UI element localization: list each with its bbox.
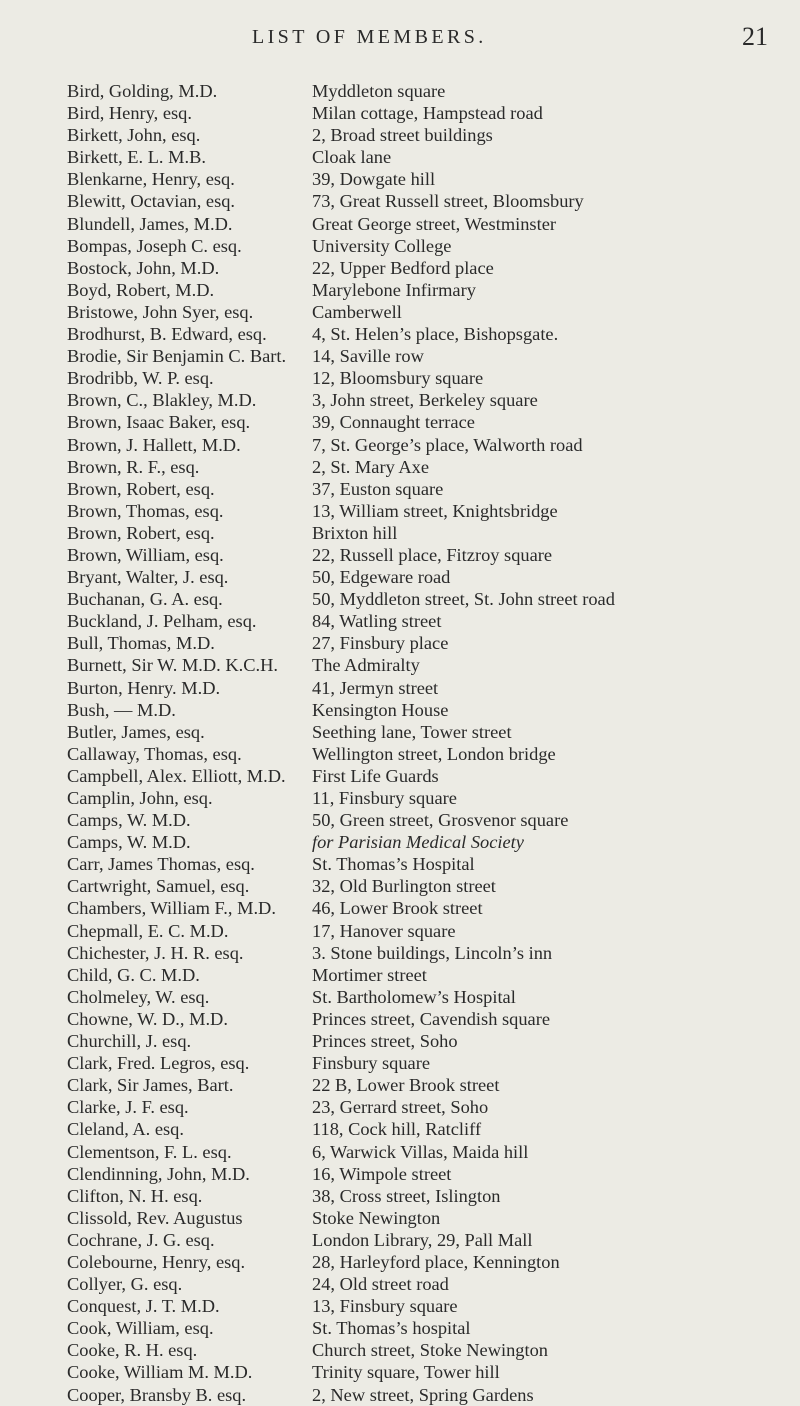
member-address: 39, Connaught terrace <box>312 412 475 433</box>
member-name: Carr, James Thomas, esq. <box>67 854 255 875</box>
member-name: Brown, R. F., esq. <box>67 456 200 477</box>
member-name: Chowne, W. D., M.D. <box>67 1008 228 1029</box>
member-row <box>0 345 800 367</box>
member-row <box>0 986 800 1008</box>
member-address: 13, William street, Knightsbridge <box>312 500 558 521</box>
member-name: Cholmeley, W. esq. <box>67 986 210 1007</box>
member-name: Bull, Thomas, M.D. <box>67 633 215 654</box>
member-name: Camplin, John, esq. <box>67 788 213 808</box>
member-address: Stoke Newington <box>312 1207 441 1228</box>
member-row <box>0 168 800 190</box>
member-name: Brodie, Sir Benjamin C. Bart. <box>67 346 287 367</box>
member-address: Marylebone Infirmary <box>312 279 476 300</box>
member-name: Clendinning, John, M.D. <box>67 1163 250 1184</box>
member-address: Trinity square, Tower hill <box>312 1362 500 1383</box>
member-row <box>0 1384 800 1406</box>
page-header <box>0 22 800 62</box>
member-address: 24, Old street road <box>312 1274 449 1295</box>
member-row <box>0 323 800 345</box>
member-address: First Life Guards <box>312 765 439 786</box>
member-name: Clissold, Rev. Augustus <box>67 1207 243 1228</box>
member-address: London Library, 29, Pall Mall <box>312 1229 533 1250</box>
member-address: 50, Edgeware road <box>312 567 451 588</box>
member-name: Blewitt, Octavian, esq. <box>67 191 236 212</box>
member-address: Wellington street, London bridge <box>312 743 556 764</box>
member-address: 32, Old Burlington street <box>312 876 496 897</box>
member-row <box>0 190 800 212</box>
member-name: Clementson, F. L. esq. <box>67 1141 232 1162</box>
member-row <box>0 1008 800 1030</box>
member-row <box>0 544 800 566</box>
member-row <box>0 875 800 897</box>
member-row <box>0 831 800 853</box>
member-address: 73, Great Russell street, Bloomsbury <box>312 191 584 212</box>
member-address: 2, St. Mary Axe <box>312 456 429 477</box>
member-name: Cartwright, Samuel, esq. <box>67 876 250 897</box>
member-address: 28, Harleyford place, Kennington <box>312 1251 560 1272</box>
member-row <box>0 1339 800 1361</box>
page-number: 21 <box>742 22 768 51</box>
member-list <box>0 80 800 1406</box>
member-address: 6, Warwick Villas, Maida hill <box>312 1141 529 1162</box>
member-name: Cochrane, J. G. esq. <box>67 1229 215 1250</box>
member-name: Blenkarne, Henry, esq. <box>67 169 235 190</box>
member-address: 3, John street, Berkeley square <box>312 390 538 411</box>
member-row <box>0 853 800 875</box>
member-row <box>0 411 800 433</box>
member-name: Callaway, Thomas, esq. <box>67 743 242 764</box>
member-address: Great George street, Westminster <box>312 213 556 234</box>
member-address: for Parisian Medical Society <box>312 832 524 853</box>
member-name: Brown, C., Blakley, M.D. <box>67 390 257 411</box>
member-address: 2, New street, Spring Gardens <box>312 1384 534 1405</box>
member-name: Cleland, A. esq. <box>67 1119 184 1140</box>
member-address: 27, Finsbury place <box>312 633 449 654</box>
member-address: 22 B, Lower Brook street <box>312 1075 500 1096</box>
member-name: Clark, Sir James, Bart. <box>67 1075 234 1096</box>
member-address: 50, Myddleton street, St. John street road <box>312 589 615 610</box>
member-row <box>0 1229 800 1251</box>
member-row <box>0 235 800 257</box>
member-name: Blundell, James, M.D. <box>67 213 233 234</box>
member-row <box>0 1273 800 1295</box>
member-row <box>0 1251 800 1273</box>
member-name: Child, G. C. M.D. <box>67 964 200 985</box>
member-address: 46, Lower Brook street <box>312 898 483 919</box>
member-row <box>0 920 800 942</box>
member-name: Bird, Henry, esq. <box>67 103 192 124</box>
member-row <box>0 1361 800 1383</box>
member-name: Buckland, J. Pelham, esq. <box>67 611 257 632</box>
member-row <box>0 1074 800 1096</box>
member-address: 17, Hanover square <box>312 920 456 941</box>
member-row <box>0 897 800 919</box>
member-address: 38, Cross street, Islington <box>312 1185 501 1206</box>
member-name: Brown, J. Hallett, M.D. <box>67 434 241 455</box>
member-name: Conquest, J. T. M.D. <box>67 1296 220 1317</box>
member-name: Cook, William, esq. <box>67 1318 214 1339</box>
member-address: 84, Watling street <box>312 611 442 632</box>
member-name: Brodhurst, B. Edward, esq. <box>67 324 267 345</box>
member-name: Buchanan, G. A. esq. <box>67 589 223 610</box>
page-title: LIST OF MEMBERS. <box>252 26 487 48</box>
member-name: Cooke, R. H. esq. <box>67 1340 198 1361</box>
member-name: Campbell, Alex. Elliott, M.D. <box>67 765 286 786</box>
member-row <box>0 1185 800 1207</box>
member-address: University College <box>312 235 452 256</box>
member-row <box>0 677 800 699</box>
member-row <box>0 743 800 765</box>
member-address: 22, Russell place, Fitzroy square <box>312 544 553 565</box>
member-row <box>0 1030 800 1052</box>
member-row <box>0 257 800 279</box>
member-row <box>0 964 800 986</box>
member-row <box>0 1052 800 1074</box>
member-row <box>0 632 800 654</box>
member-row <box>0 124 800 146</box>
member-row <box>0 1096 800 1118</box>
member-row <box>0 279 800 301</box>
member-address: Church street, Stoke Newington <box>312 1340 548 1361</box>
member-name: Bryant, Walter, J. esq. <box>67 567 229 588</box>
member-name: Collyer, G. esq. <box>67 1274 183 1295</box>
member-name: Chambers, William F., M.D. <box>67 898 276 919</box>
member-row <box>0 146 800 168</box>
member-address: Finsbury square <box>312 1053 430 1074</box>
member-row <box>0 367 800 389</box>
member-address: 118, Cock hill, Ratcliff <box>312 1119 482 1140</box>
member-name: Chepmall, E. C. M.D. <box>67 920 229 941</box>
member-address: Mortimer street <box>312 964 427 985</box>
member-row <box>0 80 800 102</box>
member-name: Birkett, E. L. M.B. <box>67 147 206 168</box>
member-address: Camberwell <box>312 301 402 322</box>
member-address: Milan cottage, Hampstead road <box>312 103 543 124</box>
member-row <box>0 434 800 456</box>
member-name: Brown, Thomas, esq. <box>67 500 224 521</box>
member-address: 22, Upper Bedford place <box>312 257 494 278</box>
member-address: 3. Stone buildings, Lincoln’s inn <box>312 942 553 963</box>
member-address: Cloak lane <box>312 147 392 168</box>
member-row <box>0 1295 800 1317</box>
member-name: Cooke, William M. M.D. <box>67 1362 253 1383</box>
member-row <box>0 102 800 124</box>
member-name: Bush, — M.D. <box>67 699 176 720</box>
member-name: Bird, Golding, M.D. <box>67 81 218 101</box>
member-name: Chichester, J. H. R. esq. <box>67 942 244 963</box>
member-address: The Admiralty <box>312 655 420 676</box>
member-address: 4, St. Helen’s place, Bishopsgate. <box>312 324 559 345</box>
member-row <box>0 522 800 544</box>
member-name: Brown, William, esq. <box>67 544 224 565</box>
member-address: 14, Saville row <box>312 346 424 367</box>
member-name: Colebourne, Henry, esq. <box>67 1251 246 1272</box>
member-row <box>0 942 800 964</box>
member-address: 37, Euston square <box>312 478 444 499</box>
member-address: St. Thomas’s hospital <box>312 1318 471 1339</box>
member-address: St. Bartholomew’s Hospital <box>312 986 516 1007</box>
member-address: 2, Broad street buildings <box>312 125 493 146</box>
member-address: Seething lane, Tower street <box>312 721 512 742</box>
member-address: 23, Gerrard street, Soho <box>312 1097 489 1118</box>
member-row <box>0 1141 800 1163</box>
member-name: Brown, Isaac Baker, esq. <box>67 412 251 433</box>
member-address: Kensington House <box>312 699 449 720</box>
member-address: 12, Bloomsbury square <box>312 368 484 389</box>
member-name: Burton, Henry. M.D. <box>67 677 221 698</box>
member-name: Clarke, J. F. esq. <box>67 1097 189 1118</box>
member-row <box>0 301 800 323</box>
member-address: Myddleton square <box>312 81 446 101</box>
member-row <box>0 721 800 743</box>
member-row <box>0 809 800 831</box>
member-row <box>0 213 800 235</box>
member-address: 13, Finsbury square <box>312 1296 458 1317</box>
member-name: Camps, W. M.D. <box>67 810 191 831</box>
member-address: 39, Dowgate hill <box>312 169 436 190</box>
member-name: Brown, Robert, esq. <box>67 478 215 499</box>
member-row <box>0 610 800 632</box>
member-address: Princes street, Soho <box>312 1031 458 1052</box>
member-name: Cooper, Bransby B. esq. <box>67 1384 247 1405</box>
member-row <box>0 1207 800 1229</box>
member-address: 7, St. George’s place, Walworth road <box>312 434 583 455</box>
member-address: St. Thomas’s Hospital <box>312 854 475 875</box>
member-row <box>0 478 800 500</box>
member-row <box>0 500 800 522</box>
member-row <box>0 699 800 721</box>
member-name: Camps, W. M.D. <box>67 832 191 853</box>
member-row <box>0 1163 800 1185</box>
member-name: Brown, Robert, esq. <box>67 522 215 543</box>
member-name: Clifton, N. H. esq. <box>67 1185 203 1206</box>
member-row <box>0 1118 800 1140</box>
member-name: Clark, Fred. Legros, esq. <box>67 1053 250 1074</box>
member-row <box>0 1317 800 1339</box>
member-name: Churchill, J. esq. <box>67 1031 192 1052</box>
member-row <box>0 566 800 588</box>
member-name: Burnett, Sir W. M.D. K.C.H. <box>67 655 278 676</box>
member-address: 16, Wimpole street <box>312 1163 452 1184</box>
member-row <box>0 765 800 787</box>
member-name: Bostock, John, M.D. <box>67 257 220 278</box>
member-address: 41, Jermyn street <box>312 677 439 698</box>
member-name: Butler, James, esq. <box>67 721 205 742</box>
member-name: Boyd, Robert, M.D. <box>67 279 215 300</box>
member-row <box>0 787 800 809</box>
member-address: Brixton hill <box>312 522 398 543</box>
member-address: Princes street, Cavendish square <box>312 1008 550 1029</box>
member-address: 11, Finsbury square <box>312 788 457 808</box>
member-name: Bompas, Joseph C. esq. <box>67 235 242 256</box>
member-name: Bristowe, John Syer, esq. <box>67 301 254 322</box>
member-row <box>0 456 800 478</box>
member-row <box>0 389 800 411</box>
member-name: Brodribb, W. P. esq. <box>67 368 214 389</box>
member-row <box>0 654 800 676</box>
member-address: 50, Green street, Grosvenor square <box>312 810 569 831</box>
member-name: Birkett, John, esq. <box>67 125 201 146</box>
member-row <box>0 588 800 610</box>
